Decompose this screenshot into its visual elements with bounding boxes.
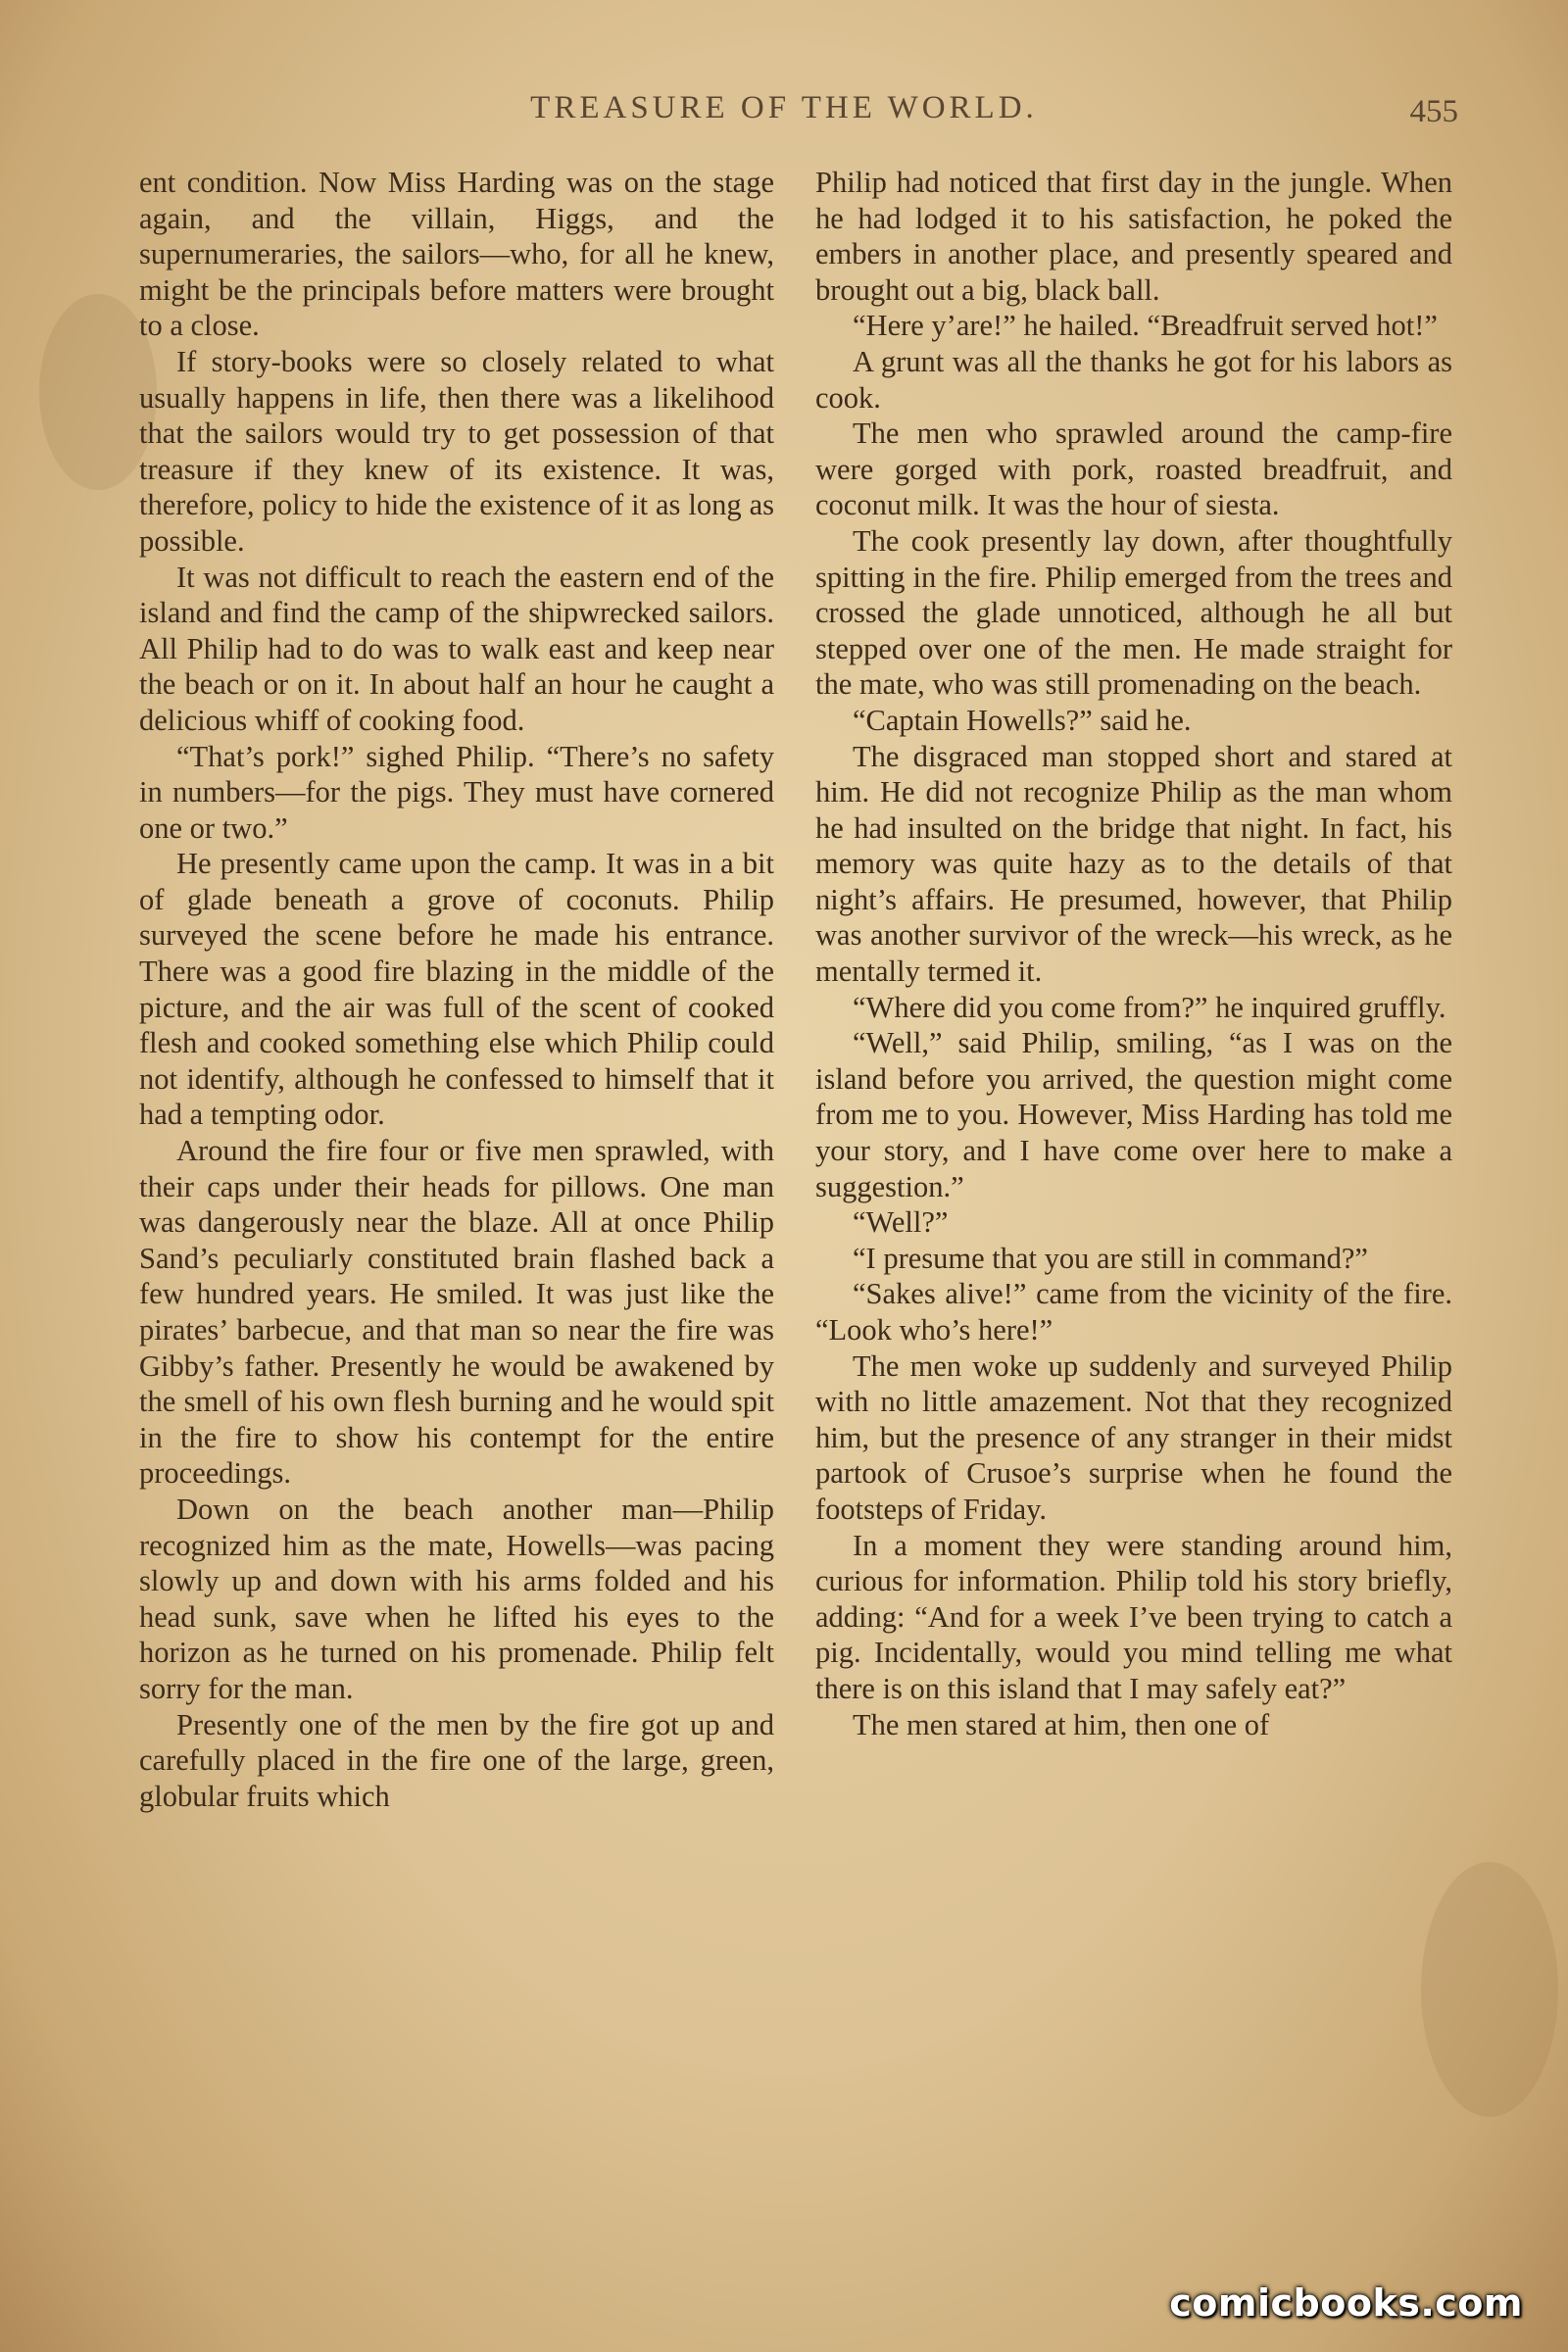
- paragraph: A grunt was all the thanks he got for his labors as cook.: [815, 344, 1452, 415]
- paragraph: “Where did you come from?” he inquired gruffly.: [853, 990, 1446, 1024]
- site-watermark: comicbooks.com: [1169, 2281, 1523, 2325]
- paragraph: The men who sprawled around the camp-fire were gorged with pork, roasted breadfruit, and coconut milk. It was the hour of siesta.: [815, 416, 1452, 522]
- paragraph: “I presume that you are still in command?”: [853, 1241, 1368, 1275]
- paragraph: It was not difficult to reach the eastern end of the island and find the camp of the shipwrecked sailors. All Philip had to do was to walk east and keep near the beach or on it. In about half an hour he caught a delicious whiff of cooking food.: [139, 560, 774, 737]
- paper-stain: [1421, 1862, 1558, 2117]
- paragraph: Presently one of the men by the fire got up and carefully placed in the fire one of the large, green, globular fruits which: [139, 1707, 774, 1813]
- paragraph: He presently came upon the camp. It was in a bit of glade beneath a grove of coconuts. Philip surveyed the scene before he made his entrance. There was a good fire blazing in the middle of the picture, and the air was full of the scent of cooked flesh and cooked something else which Philip could not identify, although he confessed to himself that it had a tempting odor.: [139, 847, 774, 1132]
- paragraph: The cook presently lay down, after thoughtfully spitting in the fire. Philip emerged from the trees and crossed the glade unnoticed, although he all but stepped over one of the men. He made straight for the mate, who was still promenading on the beach.: [815, 523, 1452, 702]
- page-number: 455: [1409, 94, 1458, 129]
- paragraph: “Well?”: [853, 1205, 949, 1240]
- paragraph: Down on the beach another man—Philip recognized him as the mate, Howells—was pacing slowly up and down with his arms folded and his head sunk, save when he lifted his eyes to the horizon as he turned on his promenade. Philip felt sorry for the man.: [139, 1492, 774, 1705]
- paragraph: “That’s pork!” sighed Philip. “There’s no safety in numbers—for the pigs. They must have cornered one or two.”: [139, 739, 774, 845]
- paragraph: If story-books were so closely related to what usually happens in life, then there was a likelihood that the sailors would try to get possession of that treasure if they knew of its existence. It was, therefore, policy to hide the existence of it as long as possible.: [139, 344, 774, 558]
- paragraph: The disgraced man stopped short and stared at him. He did not recognize Philip as the man whom he had insulted on the bridge that night. In fact, his memory was quite hazy as to the details of that night’s affairs. He presumed, however, that Philip was another survivor of the wreck—his wreck, as he mentally termed it.: [815, 739, 1452, 989]
- right-text-column: [815, 165, 1452, 1742]
- paragraph: “Sakes alive!” came from the vicinity of the fire. “Look who’s here!”: [815, 1277, 1452, 1347]
- paragraph: “Well,” said Philip, smiling, “as I was on the island before you arrived, the question might come from me to you. However, Miss Harding has told me your story, and I have come over here to make a suggestion.”: [815, 1026, 1452, 1203]
- paragraph: Around the fire four or five men sprawled, with their caps under their heads for pillows. One man was dangerously near the blaze. All at once Philip Sand’s peculiarly constituted brain flashed back a few hundred years. He smiled. It was just like the pirates’ barbecue, and that man so near the fire was Gibby’s father. Presently he would be awakened by the smell of his own flesh burning and he would spit in the fire to show his contempt for the entire proceedings.: [139, 1134, 774, 1491]
- paragraph: “Captain Howells?” said he.: [853, 703, 1192, 737]
- paragraph: “Here y’are!” he hailed. “Breadfruit served hot!”: [853, 309, 1438, 343]
- paragraph: ent condition. Now Miss Harding was on the stage again, and the villain, Higgs, and the supernumeraries, the sailors—who, for all he knew, might be the principals before matters were brought to a close.: [139, 166, 774, 343]
- paragraph: The men stared at him, then one of: [853, 1707, 1270, 1741]
- running-title: TREASURE OF THE WORLD.: [530, 90, 1038, 125]
- left-text-column: [139, 165, 774, 1814]
- paragraph: The men woke up suddenly and surveyed Philip with no little amazement. Not that they recognized him, but the presence of any stranger in their midst partook of Crusoe’s surprise when he found the footsteps of Friday.: [815, 1348, 1452, 1526]
- page-header: [0, 90, 1568, 139]
- paragraph: In a moment they were standing around him, curious for information. Philip told his story briefly, adding: “And for a week I’ve been trying to catch a pig. Incidentally, would you mind telling me what there is on this island that I may safely eat?”: [815, 1528, 1452, 1705]
- paragraph: Philip had noticed that first day in the jungle. When he had lodged it to his satisfaction, he poked the embers in another place, and presently speared and brought out a big, black ball.: [815, 166, 1452, 307]
